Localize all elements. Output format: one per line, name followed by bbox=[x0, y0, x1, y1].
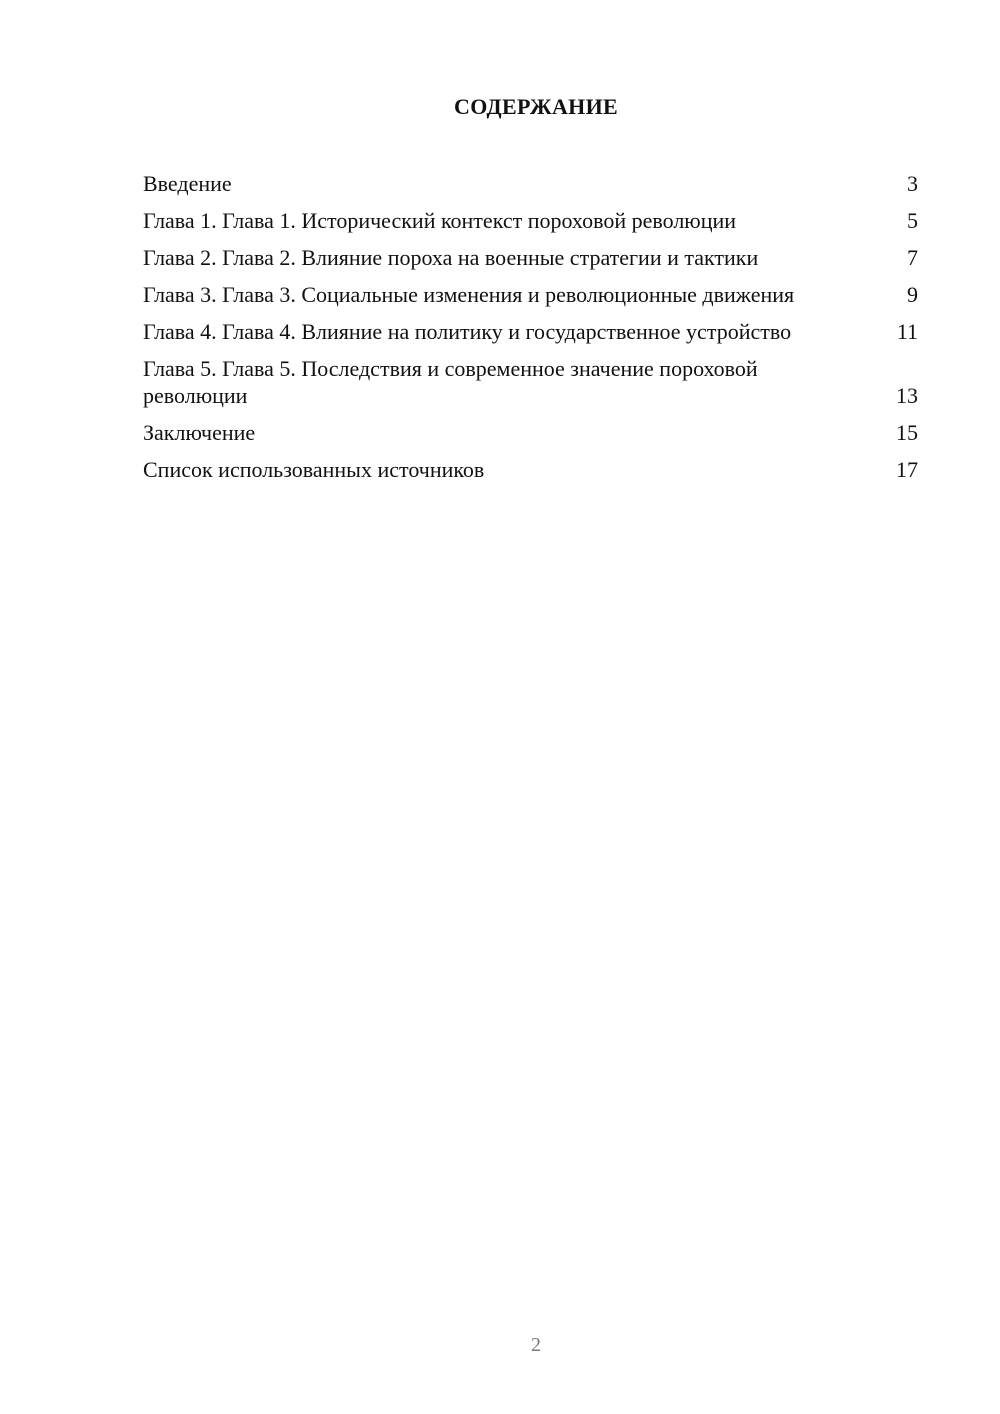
toc-entry-title: Введение bbox=[143, 171, 232, 196]
toc-entry-chapter-3 bbox=[143, 281, 918, 308]
toc-entry-references bbox=[143, 456, 918, 483]
toc-entry-conclusion bbox=[143, 419, 918, 446]
toc-entry-introduction bbox=[143, 170, 918, 197]
toc-entry-page: 3 bbox=[907, 171, 918, 196]
toc-entry-page: 13 bbox=[896, 383, 918, 408]
page-number: 2 bbox=[531, 1334, 541, 1356]
toc-entry-chapter-4 bbox=[143, 318, 918, 345]
toc-entry-title: Глава 5. Глава 5. Последствия и современное значение пороховой революции bbox=[143, 356, 758, 408]
toc-entry-page: 7 bbox=[907, 245, 918, 270]
toc-entry-chapter-1 bbox=[143, 207, 918, 234]
toc-entry-page: 11 bbox=[896, 319, 918, 344]
toc-entry-chapter-5 bbox=[143, 355, 918, 409]
toc-entry-page: 15 bbox=[896, 420, 918, 445]
toc-entry-page: 17 bbox=[896, 457, 918, 482]
toc-entry-chapter-2 bbox=[143, 244, 918, 271]
page-title: СОДЕРЖАНИЕ bbox=[454, 94, 618, 119]
toc-entry-page: 9 bbox=[907, 282, 918, 307]
toc-entry-title: Глава 3. Глава 3. Социальные изменения и революционные движения bbox=[143, 282, 795, 307]
toc-entry-title: Глава 2. Глава 2. Влияние пороха на военные стратегии и тактики bbox=[143, 245, 759, 270]
toc-entry-title: Заключение bbox=[143, 420, 256, 445]
toc-entry-page: 5 bbox=[907, 208, 918, 233]
toc-entry-title: Глава 1. Глава 1. Исторический контекст пороховой революции bbox=[143, 208, 737, 233]
table-of-contents bbox=[143, 170, 918, 493]
toc-entry-title: Список использованных источников bbox=[143, 457, 485, 482]
toc-entry-title: Глава 4. Глава 4. Влияние на политику и государственное устройство bbox=[143, 319, 792, 344]
